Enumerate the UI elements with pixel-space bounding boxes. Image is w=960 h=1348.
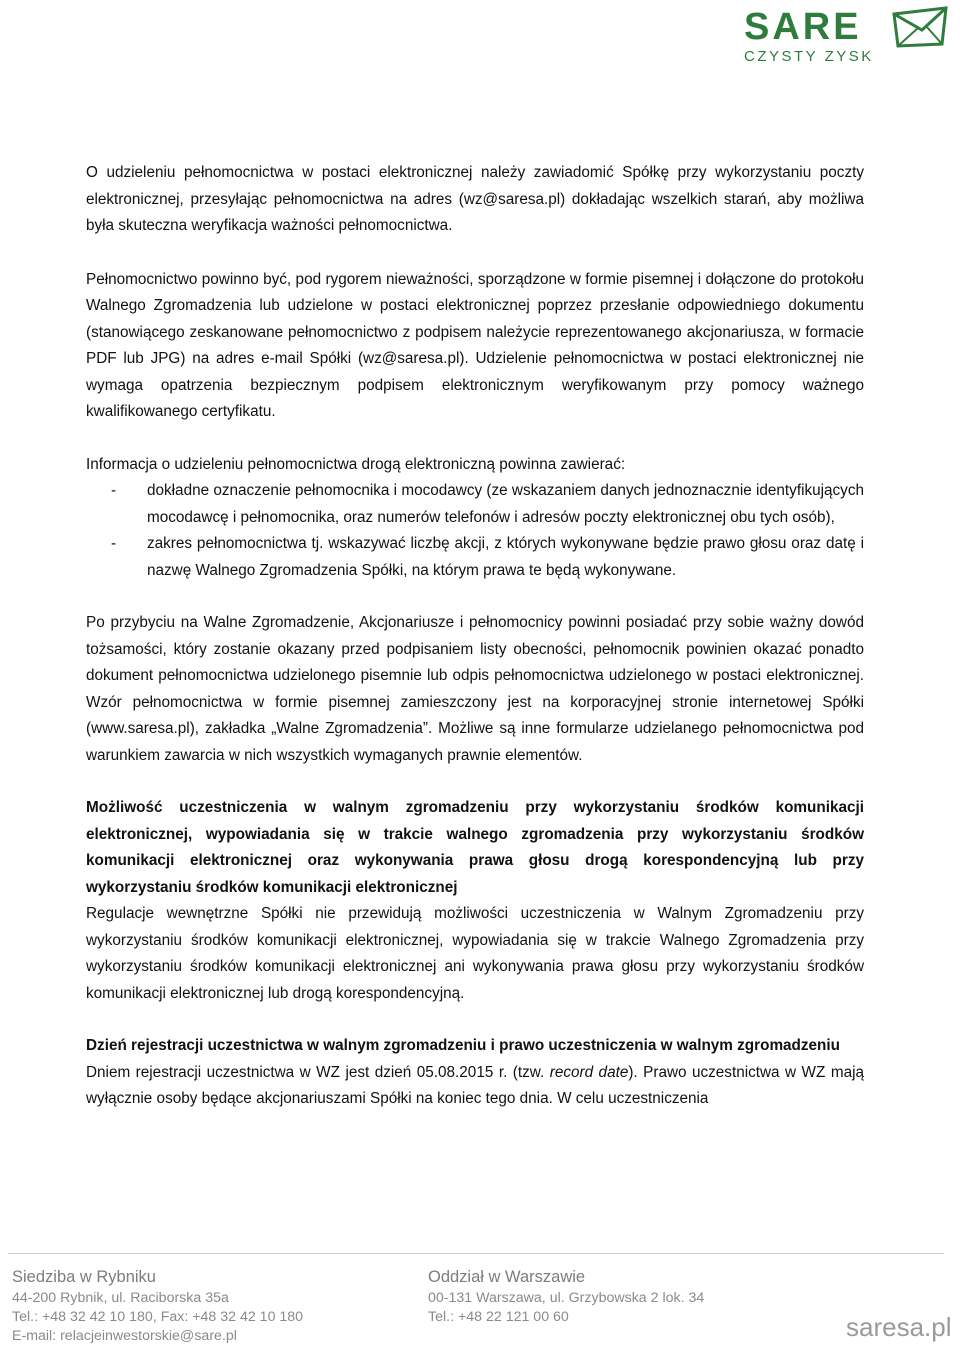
paragraph-electronic-notice: O udzieleniu pełnomocnictwa w postaci elektronicznej należy zawiadomić Spółkę przy wykorzystaniu poczty elektronicznej, przesyłając pełnomocnictwa na adres (wz@saresa.pl) dokładając wszelkich starań, aby możliwa była skuteczna weryfikacja ważności pełnomocnictwa. xyxy=(86,164,864,234)
envelope-icon xyxy=(892,6,950,50)
paragraph-internal-regulations: Regulacje wewnętrzne Spółki nie przewidują możliwości uczestniczenia w Walnym Zgromadzeniu przy wykorzystaniu środków komunikacji elektronicznej, wypowiadania się w trakcie Walnego Zgromadzenia przy wykorzystaniu środków komunikacji elektronicznej ani wykonywania prawa głosu przy wykorzystaniu środków komunikacji elektronicznej lub drogą korespondencyjną. xyxy=(86,905,864,1002)
footer-divider xyxy=(8,1253,944,1254)
proxy-info-list xyxy=(86,478,864,584)
heading-registration-day: Dzień rejestracji uczestnictwa w walnym zgromadzeniu i prawo uczestniczenia w walnym zgromadzeniu xyxy=(86,1037,840,1054)
footer-branch-title: Oddział w Warszawie xyxy=(428,1268,586,1286)
paragraph-arrival: Po przybyciu na Walne Zgromadzenie, Akcjonariusze i pełnomocnicy powinni posiadać przy sobie ważny dowód tożsamości, który zostanie okazany przed podpisaniem listy obecności, pełnomocnik powinien okazać ponadto dokument pełnomocnictwa udzielonego pisemnie lub odpis pełnomocnictwa udzielonego w postaci elektronicznej. Wzór pełnomocnictwa w formie pisemnej zamieszczony jest na korporacyjnej stronie internetowej Spółki (www.saresa.pl), zakładka „Walne Zgromadzenia”. Możliwe są inne formularze udzielanego pełnomocnictwa pod warunkiem zawarcia w nich wszystkich wymaganych prawnie elementów. xyxy=(86,614,864,764)
record-date-text-a: Dniem rejestracji uczestnictwa w WZ jest dzień 05.08.2015 r. (tzw. xyxy=(86,1063,550,1081)
footer-headquarters xyxy=(12,1268,303,1346)
list-item xyxy=(86,478,864,531)
footer-branch-address: 00-131 Warszawa, ul. Grzybowska 2 lok. 34 xyxy=(428,1290,705,1306)
list-item-text: zakres pełnomocnictwa tj. wskazywać liczbę akcji, z których wykonywane będzie prawo głosu oraz datę i nazwę Walnego Zgromadzenia Spółki, na którym prawa te będą wykonywane. xyxy=(147,535,864,579)
footer-branch xyxy=(428,1268,704,1327)
dash-bullet: - xyxy=(111,535,117,552)
record-date-text-b: ). Prawo uczestnictwa w WZ mają wyłącznie osoby będące akcjonariuszami Spółki na koniec tego dnia. W celu uczestniczenia xyxy=(86,1063,864,1107)
list-item xyxy=(86,531,864,584)
footer-branch-phone: Tel.: +48 22 121 00 60 xyxy=(428,1309,569,1325)
list-item-text: dokładne oznaczenie pełnomocnika i mocodawcy (ze wskazaniem danych jednoznacznie identyfikujących mocodawcę i pełnomocnika, oraz numerów telefonów i adresów poczty elektronicznej obu tych osób), xyxy=(147,482,864,526)
paragraph-record-date xyxy=(86,1060,864,1113)
company-logo xyxy=(740,6,952,68)
footer-hq-phone: Tel.: +48 32 42 10 180, Fax: +48 32 42 10 180 xyxy=(12,1309,304,1325)
footer-hq-address: 44-200 Rybnik, ul. Raciborska 35a xyxy=(12,1290,229,1306)
record-date-term: record date xyxy=(549,1063,629,1081)
footer-hq-email: E-mail: relacjeinwestorskie@sare.pl xyxy=(12,1328,237,1344)
footer-hq-title: Siedziba w Rybniku xyxy=(12,1268,156,1286)
paragraph-proxy-info-intro: Informacja o udzieleniu pełnomocnictwa drogą elektroniczną powinna zawierać: xyxy=(86,455,626,473)
footer-website: saresa.pl xyxy=(846,1312,952,1342)
paragraph-proxy-form: Pełnomocnictwo powinno być, pod rygorem nieważności, sporządzone w formie pisemnej i dołączone do protokołu Walnego Zgromadzenia lub udzielone w postaci elektronicznej poprzez przesłanie odpowiedniego dokumentu (stanowiącego zeskanowane pełnomocnictwo z podpisem należycie reprezentowanego akcjonariusza, w formacie PDF lub JPG) na adres e-mail Spółki (wz@saresa.pl). Udzielenie pełnomocnictwa w postaci elektronicznej nie wymaga opatrzenia bezpiecznym podpisem elektronicznym weryfikowanym przy pomocy ważnego kwalifikowanego certyfikatu. xyxy=(86,270,864,420)
logo-wordmark: SARE xyxy=(744,6,862,48)
document-body xyxy=(86,160,864,1113)
dash-bullet: - xyxy=(111,482,117,499)
logo-tagline: CZYSTY ZYSK xyxy=(744,48,874,65)
heading-electronic-participation: Możliwość uczestniczenia w walnym zgromadzeniu przy wykorzystaniu środków komunikacji elektronicznej, wypowiadania się w trakcie walnego zgromadzenia przy wykorzystaniu środków komunikacji elektronicznej oraz wykonywania prawa głosu drogą korespondencyjną lub przy wykorzystaniu środków komunikacji elektronicznej xyxy=(86,799,864,896)
